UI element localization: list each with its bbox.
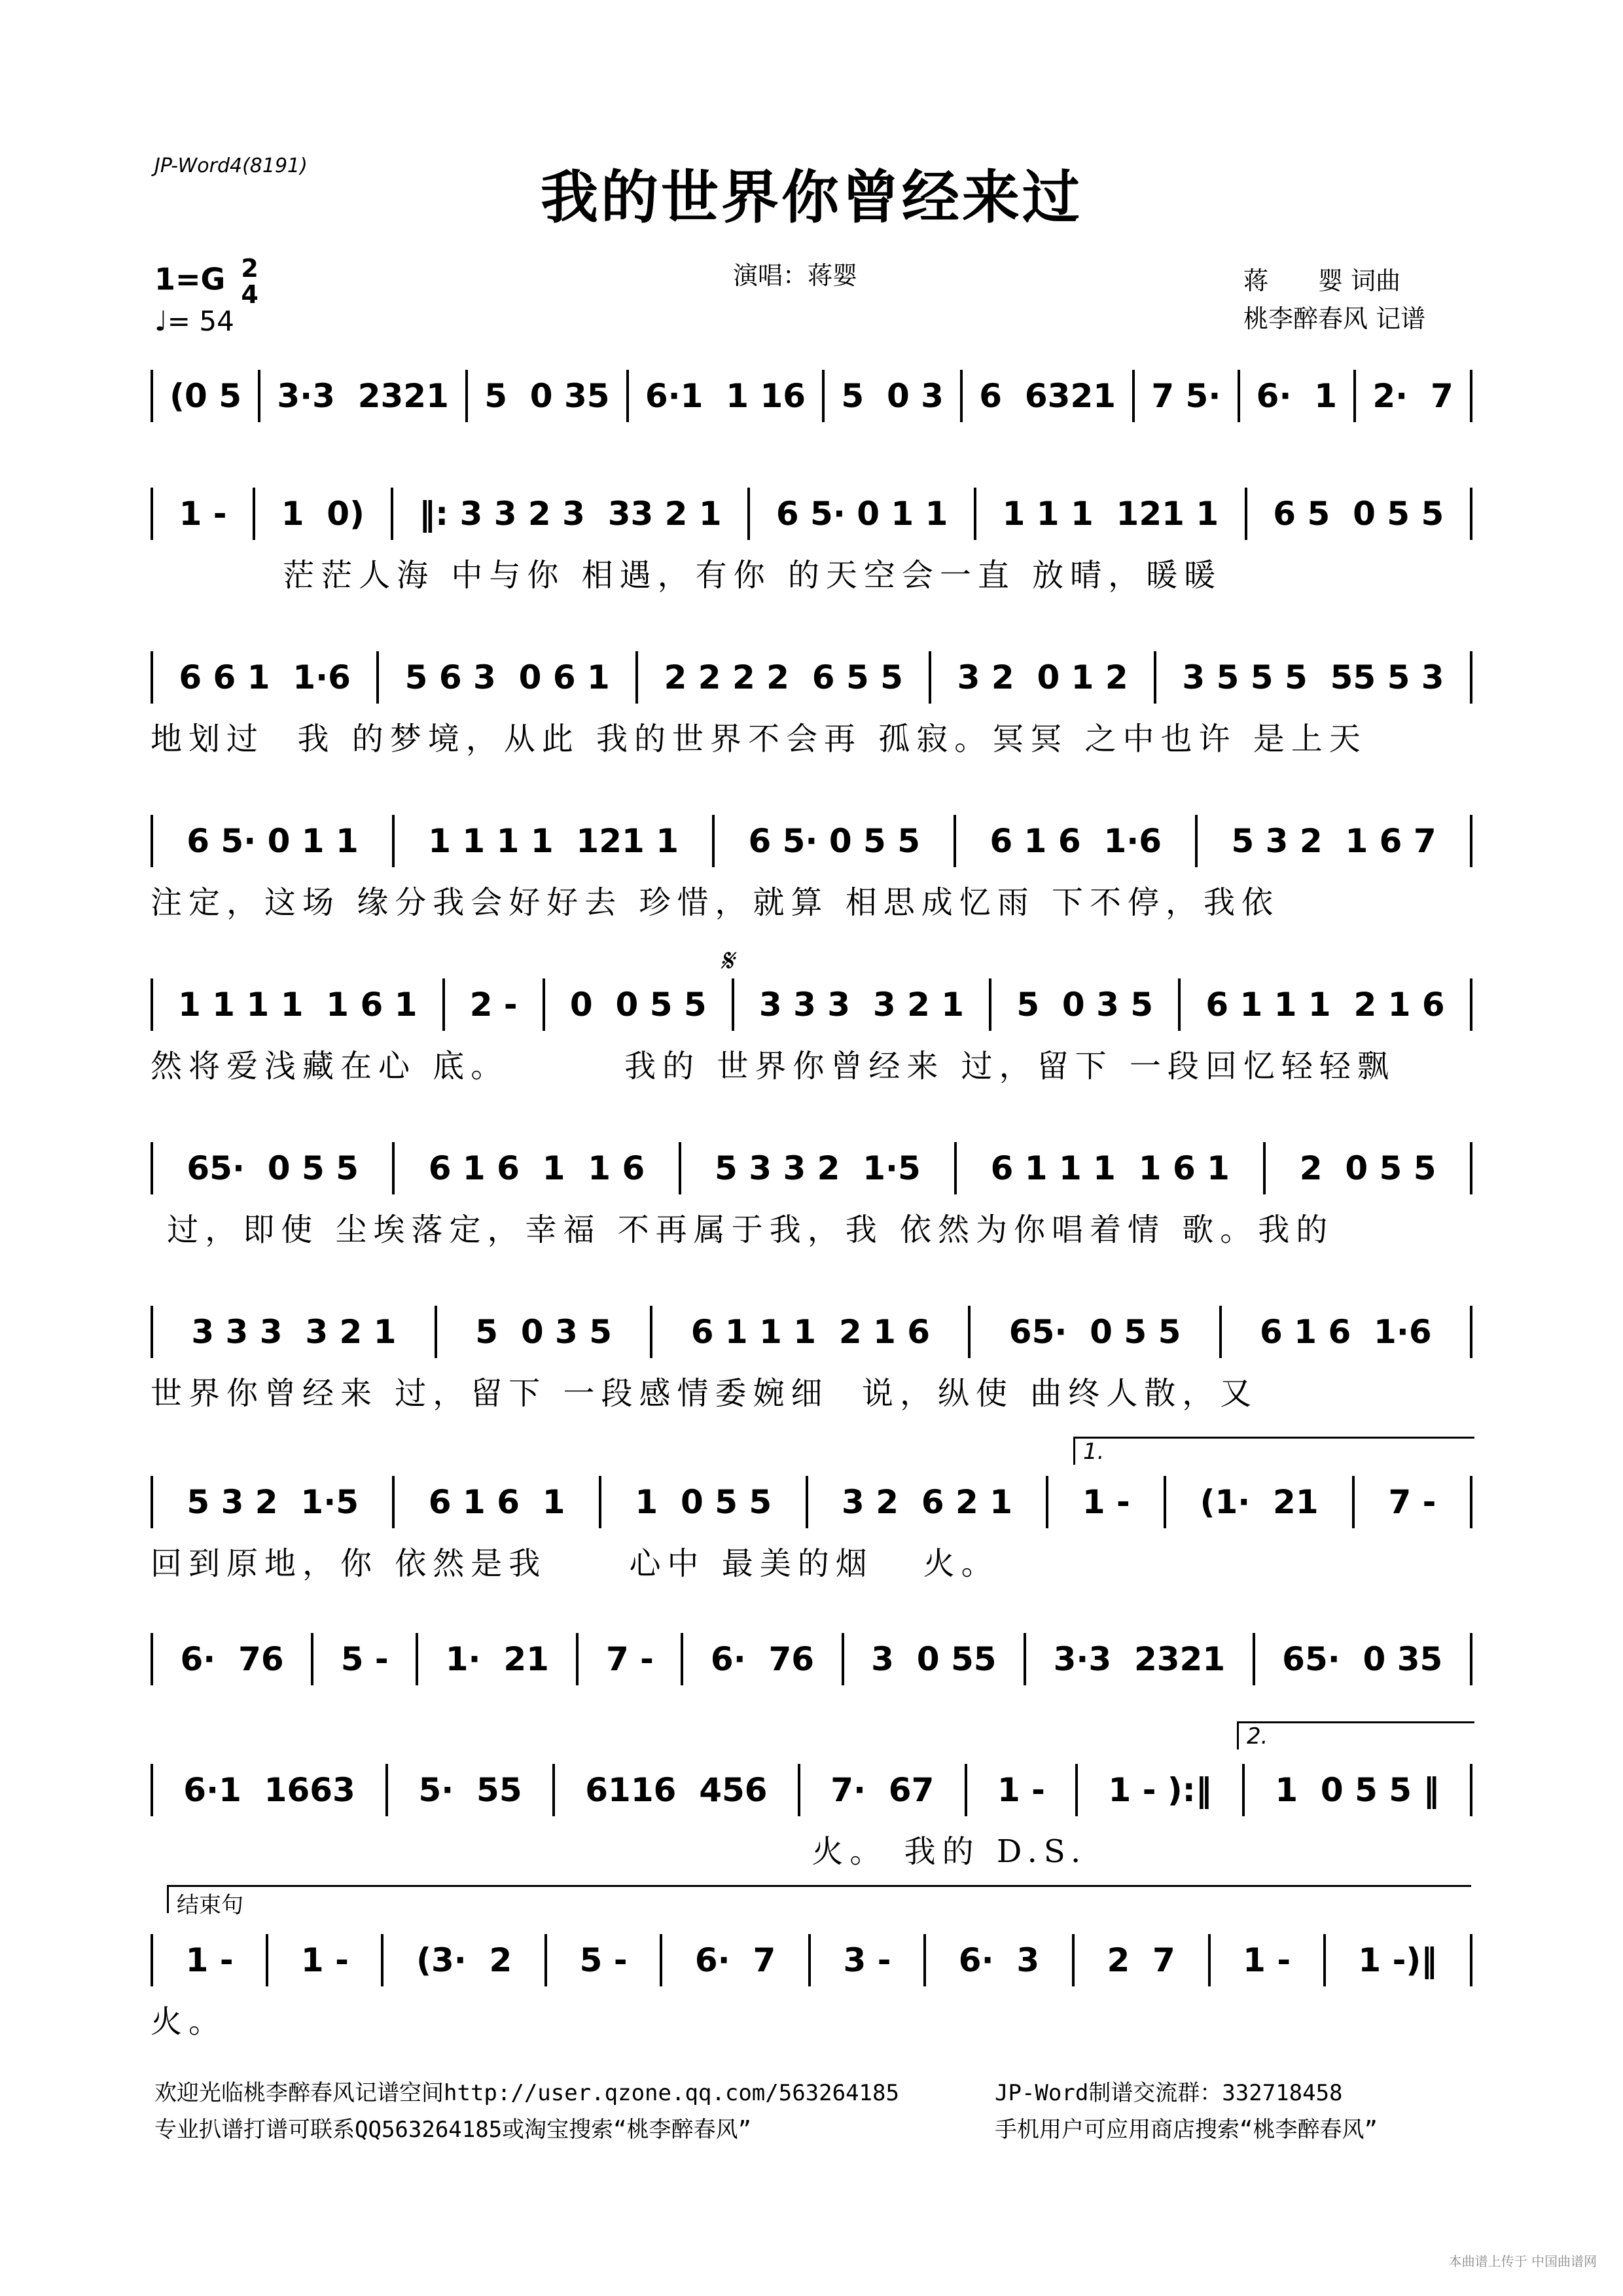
notes-row bbox=[151, 812, 1472, 870]
barline bbox=[1470, 651, 1472, 704]
barline bbox=[1353, 370, 1356, 422]
barline bbox=[747, 488, 750, 540]
measure: 1 0) bbox=[281, 495, 365, 533]
barline bbox=[151, 488, 153, 540]
barline bbox=[732, 978, 734, 1031]
tempo-marking: ♩= 54 bbox=[154, 305, 234, 337]
measure: 1 - bbox=[997, 1771, 1045, 1809]
measure: 7 5· bbox=[1151, 377, 1221, 415]
measure: 6·1 1663 bbox=[183, 1771, 355, 1809]
measure: 2 7 bbox=[1107, 1941, 1175, 1979]
barline bbox=[1164, 1476, 1166, 1528]
barline bbox=[576, 1633, 579, 1685]
composer-credit: 蒋 婴 词曲 bbox=[1243, 266, 1401, 295]
measure: 6· 3 bbox=[958, 1941, 1040, 1979]
song-title: 我的世界你曾经来过 bbox=[540, 163, 1082, 231]
measure: 5 3 2 1·5 bbox=[187, 1483, 359, 1521]
measure: 65· 0 5 5 bbox=[187, 1149, 359, 1187]
barline bbox=[1470, 978, 1472, 1031]
barline bbox=[1208, 1934, 1211, 1986]
barline bbox=[151, 1764, 153, 1816]
measure: 1 1 1 1 121 1 bbox=[428, 822, 679, 860]
barline bbox=[989, 978, 991, 1031]
barline bbox=[1075, 1764, 1078, 1816]
measure: 3·3 2321 bbox=[277, 377, 449, 415]
measure: (1· 21 bbox=[1200, 1483, 1319, 1521]
measure: 6 1 1 1 2 1 6 bbox=[1205, 986, 1445, 1024]
measure: 1 0 5 5 bbox=[635, 1483, 772, 1521]
time-signature bbox=[241, 255, 258, 308]
measure: 6116 456 bbox=[585, 1771, 768, 1809]
barline bbox=[1024, 1633, 1026, 1685]
barline bbox=[266, 1934, 268, 1986]
time-bottom: 4 bbox=[241, 280, 259, 309]
barline bbox=[954, 1142, 957, 1194]
barline bbox=[442, 978, 445, 1031]
measure: 0 0 5 5 bbox=[569, 986, 707, 1024]
time-top: 2 bbox=[241, 254, 259, 283]
measure: 1 -)‖ bbox=[1358, 1941, 1438, 1979]
footer-line2-right: 手机用户可应用商店搜索“桃李醉春风” bbox=[995, 2117, 1378, 2143]
ending-bracket bbox=[167, 1885, 1471, 1918]
measure: 2 0 5 5 bbox=[1299, 1149, 1436, 1187]
barline bbox=[1245, 488, 1247, 540]
barline bbox=[1242, 1764, 1245, 1816]
volta-2-label: 2. bbox=[1247, 1723, 1268, 1749]
measure: 6 6321 bbox=[979, 377, 1116, 415]
key-signature bbox=[154, 255, 259, 308]
measure: (3· 2 bbox=[416, 1941, 512, 1979]
barline bbox=[1154, 651, 1156, 704]
barline bbox=[1253, 1633, 1255, 1685]
measure: 1 - bbox=[300, 1941, 349, 1979]
measure: 7 - bbox=[605, 1640, 654, 1678]
barline bbox=[1046, 1476, 1048, 1528]
notes-row bbox=[151, 367, 1472, 425]
measure: 6 5· 0 5 5 bbox=[748, 822, 921, 860]
barline bbox=[712, 815, 715, 867]
barline bbox=[650, 1306, 652, 1358]
lyrics-row: 世界你曾经来 过，留下 一段感情委婉细 说，纵使 曲终人散，又 bbox=[151, 1375, 1258, 1412]
barline bbox=[681, 1633, 683, 1685]
measure: 1· 21 bbox=[445, 1640, 549, 1678]
lyrics-row: 过，即使 尘埃落定，幸福 不再属于我，我 依然为你唱着情 歌。我的 bbox=[151, 1211, 1334, 1248]
barline bbox=[974, 488, 976, 540]
measure: (0 5 bbox=[169, 377, 241, 415]
barline bbox=[151, 370, 153, 422]
barline bbox=[842, 1633, 844, 1685]
measure: 1 - bbox=[179, 495, 227, 533]
barline bbox=[1470, 370, 1472, 422]
barline bbox=[1072, 1934, 1075, 1986]
measure: 6 1 1 1 2 1 6 bbox=[690, 1313, 931, 1351]
barline bbox=[1470, 1476, 1472, 1528]
measure: 5 - bbox=[340, 1640, 389, 1678]
barline bbox=[465, 370, 468, 422]
measure: 6 5· 0 1 1 bbox=[776, 495, 948, 533]
barline bbox=[965, 1764, 967, 1816]
barline bbox=[923, 1934, 926, 1986]
measure: 5 0 3 5 bbox=[1016, 986, 1154, 1024]
measure: 6 1 6 1 bbox=[428, 1483, 565, 1521]
barline bbox=[151, 1934, 153, 1986]
barline bbox=[1238, 370, 1240, 422]
watermark: 本曲谱上传于 中国曲谱网 bbox=[1448, 2253, 1597, 2269]
barline bbox=[392, 1476, 395, 1528]
barline bbox=[416, 1633, 418, 1685]
lyrics-row: 注定，这场 缘分我会好好去 珍惜，就算 相思成忆雨 下不停，我依 bbox=[151, 884, 1280, 921]
barline bbox=[381, 1934, 383, 1986]
measure: 1 - bbox=[1243, 1941, 1291, 1979]
measure: 1 1 1 1 1 6 1 bbox=[178, 986, 418, 1024]
measure: 6 1 6 1·6 bbox=[990, 822, 1162, 860]
measure: 5 0 3 bbox=[841, 377, 944, 415]
volta-1 bbox=[1073, 1437, 1474, 1465]
barline bbox=[1132, 370, 1135, 422]
measure: 6· 76 bbox=[180, 1640, 284, 1678]
barline bbox=[391, 488, 393, 540]
lyrics-row: 地划过 我 的梦境，从此 我的世界不会再 孤寂。冥冥 之中也许 是上天 bbox=[151, 721, 1367, 757]
barline bbox=[1470, 815, 1472, 867]
barline bbox=[1352, 1476, 1355, 1528]
measure: 2 2 2 2 6 5 5 bbox=[664, 658, 903, 696]
lyrics-row: 回到原地，你 依然是我 心中 最美的烟 火。 bbox=[151, 1545, 999, 1582]
barline bbox=[311, 1633, 313, 1685]
barline bbox=[151, 815, 153, 867]
barline bbox=[544, 1934, 547, 1986]
key-label: 1=G bbox=[154, 261, 226, 297]
barline bbox=[806, 1476, 808, 1528]
barline bbox=[635, 651, 638, 704]
measure: 65· 0 5 5 bbox=[1008, 1313, 1181, 1351]
barline bbox=[798, 1764, 800, 1816]
measure: 65· 0 35 bbox=[1282, 1640, 1443, 1678]
barline bbox=[151, 1142, 153, 1194]
measure: 1 - bbox=[1082, 1483, 1130, 1521]
notes-row bbox=[151, 1473, 1472, 1532]
barline bbox=[1195, 815, 1198, 867]
performer: 演唱：蒋婴 bbox=[733, 261, 858, 290]
measure: 2· 7 bbox=[1372, 377, 1454, 415]
measure: 1 1 1 121 1 bbox=[1002, 495, 1219, 533]
barline bbox=[1470, 1764, 1472, 1816]
measure: 2 - bbox=[469, 986, 518, 1024]
notes-row bbox=[151, 1931, 1472, 1990]
barline bbox=[1470, 1142, 1472, 1194]
measure: 7 - bbox=[1388, 1483, 1436, 1521]
measure: 6· 7 bbox=[694, 1941, 776, 1979]
measure: 3 3 3 3 2 1 bbox=[758, 986, 965, 1024]
measure: 6· 76 bbox=[710, 1640, 815, 1678]
barline bbox=[543, 978, 545, 1031]
barline bbox=[968, 1306, 971, 1358]
volta-2 bbox=[1237, 1721, 1474, 1749]
notes-row bbox=[151, 648, 1472, 707]
measure: 6 1 6 1·6 bbox=[1260, 1313, 1432, 1351]
measure: 6 1 1 1 1 6 1 bbox=[990, 1149, 1230, 1187]
segno-mark: 𝄋 bbox=[720, 942, 734, 979]
barline bbox=[435, 1306, 437, 1358]
volta-1-label: 1. bbox=[1083, 1439, 1105, 1465]
measure: 3 2 6 2 1 bbox=[842, 1483, 1013, 1521]
footer-line2-left: 专业扒谱打谱可联系QQ563264185或淘宝搜索“桃李醉春风” bbox=[154, 2117, 752, 2143]
transcriber-credit: 桃李醉春风 记谱 bbox=[1243, 304, 1426, 333]
barline bbox=[151, 651, 153, 704]
barline bbox=[660, 1934, 662, 1986]
measure: 6 1 6 1 1 6 bbox=[428, 1149, 645, 1187]
barline bbox=[258, 370, 260, 422]
barline bbox=[1470, 488, 1472, 540]
barline bbox=[151, 1306, 153, 1358]
notes-row bbox=[151, 1139, 1472, 1198]
measure: 3 5 5 5 55 5 3 bbox=[1182, 658, 1444, 696]
barline bbox=[1178, 978, 1181, 1031]
barline bbox=[822, 370, 825, 422]
notes-row bbox=[151, 484, 1472, 543]
barline bbox=[392, 1142, 395, 1194]
measure: 5 0 35 bbox=[484, 377, 610, 415]
notes-row bbox=[151, 1630, 1472, 1689]
measure: 6· 1 bbox=[1256, 377, 1338, 415]
barline bbox=[929, 651, 931, 704]
barline bbox=[954, 815, 956, 867]
measure: 1 - ):‖ bbox=[1108, 1771, 1212, 1809]
measure: 5 0 3 5 bbox=[475, 1313, 613, 1351]
barline bbox=[376, 651, 379, 704]
measure: 6 6 1 1·6 bbox=[179, 658, 351, 696]
measure: 3 3 3 3 2 1 bbox=[191, 1313, 397, 1351]
barline bbox=[253, 488, 255, 540]
measure: 6·1 1 16 bbox=[645, 377, 806, 415]
measure: 5 6 3 0 6 1 bbox=[404, 658, 610, 696]
measure: 3 2 0 1 2 bbox=[957, 658, 1128, 696]
measure: 5 3 2 1 6 7 bbox=[1231, 822, 1436, 860]
barline bbox=[1323, 1934, 1326, 1986]
notes-row bbox=[151, 1761, 1472, 1820]
measure: 3 0 55 bbox=[871, 1640, 997, 1678]
lyrics-row: 火。 bbox=[151, 2003, 227, 2040]
barline bbox=[808, 1934, 811, 1986]
barline bbox=[151, 1476, 153, 1528]
barline bbox=[1470, 1306, 1472, 1358]
notes-row bbox=[151, 975, 1472, 1034]
lyrics-row: 火。 我的 D.S. bbox=[151, 1833, 1088, 1870]
measure: 1 - bbox=[185, 1941, 234, 1979]
footer-line1-left: 欢迎光临桃李醉春风记谱空间http://user.qzone.qq.com/563264185 bbox=[154, 2080, 899, 2106]
measure: 7· 67 bbox=[830, 1771, 935, 1809]
measure: 1 0 5 5 ‖ bbox=[1275, 1771, 1440, 1809]
barline bbox=[392, 815, 395, 867]
measure: 5 - bbox=[579, 1941, 628, 1979]
lyrics-row: 茫茫人海 中与你 相遇，有你 的天空会一直 放晴，暖暖 bbox=[151, 557, 1222, 594]
barline bbox=[599, 1476, 601, 1528]
barline bbox=[960, 370, 963, 422]
barline bbox=[679, 1142, 681, 1194]
barline bbox=[552, 1764, 555, 1816]
barline bbox=[626, 370, 629, 422]
barline bbox=[151, 1633, 153, 1685]
barline bbox=[385, 1764, 388, 1816]
barline bbox=[1219, 1306, 1222, 1358]
measure: 6 5 0 5 5 bbox=[1273, 495, 1444, 533]
measure: 5 3 3 2 1·5 bbox=[715, 1149, 921, 1187]
barline bbox=[1470, 1633, 1472, 1685]
measure: 5· 55 bbox=[418, 1771, 522, 1809]
barline bbox=[151, 978, 153, 1031]
lyrics-row: 然将爱浅藏在心 底。 我的 世界你曾经来 过，留下 一段回忆轻轻飘 bbox=[151, 1048, 1395, 1085]
notes-row bbox=[151, 1302, 1472, 1361]
footer-line1-right: JP-Word制谱交流群：332718458 bbox=[995, 2080, 1343, 2106]
barline bbox=[1263, 1142, 1266, 1194]
measure: 3·3 2321 bbox=[1053, 1640, 1226, 1678]
measure: 6 5· 0 1 1 bbox=[187, 822, 359, 860]
software-label: JP-Word4(8191) bbox=[154, 154, 308, 177]
measure: ‖: 3 3 2 3 33 2 1 bbox=[419, 495, 722, 533]
measure: 3 - bbox=[843, 1941, 891, 1979]
barline bbox=[1470, 1934, 1472, 1986]
ending-label: 结束句 bbox=[177, 1892, 243, 1918]
